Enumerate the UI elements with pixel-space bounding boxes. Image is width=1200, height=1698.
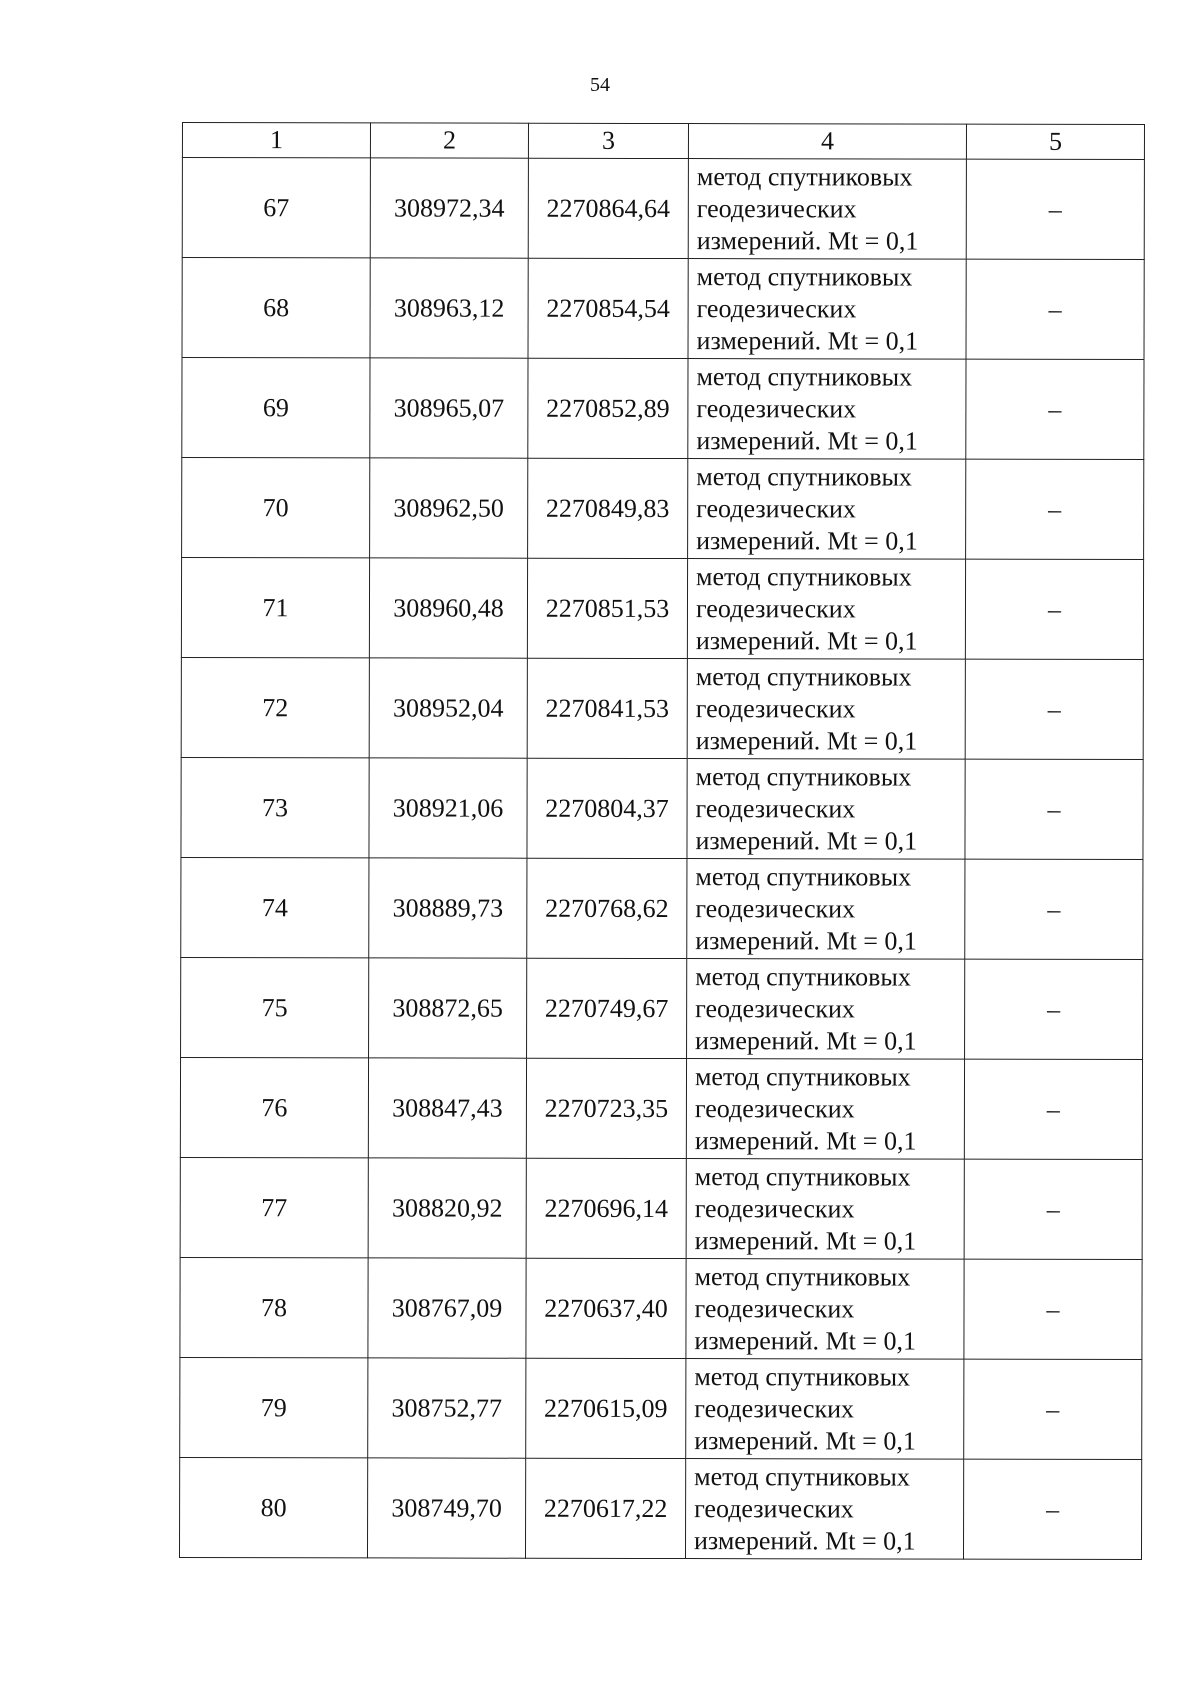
table-row: [182, 258, 1144, 360]
x-coordinate-cell: 308749,70: [367, 1458, 525, 1558]
method-line: метод спутниковых: [695, 961, 911, 992]
y-coordinate-cell: 2270768,62: [527, 858, 687, 958]
method-line: метод спутниковых: [696, 461, 912, 492]
method-cell: [687, 959, 965, 1060]
x-coordinate-cell: 308960,48: [369, 558, 527, 658]
method-line: измерений. Mt = 0,1: [696, 525, 918, 556]
method-line: метод спутниковых: [694, 1161, 911, 1192]
header-col-3: 3: [528, 123, 688, 158]
header-col-4: 4: [688, 124, 966, 160]
table-row: [182, 358, 1144, 460]
point-number-cell: 80: [179, 1457, 367, 1557]
method-line: измерений. Mt = 0,1: [695, 825, 918, 856]
table-header-row: [182, 123, 1144, 160]
method-line: метод спутниковых: [694, 1461, 910, 1492]
x-coordinate-cell: 308962,50: [370, 458, 528, 558]
method-cell: [685, 1459, 963, 1560]
x-coordinate-cell: 308820,92: [368, 1158, 526, 1258]
page-number: 54: [590, 74, 610, 96]
point-number-cell: 73: [181, 757, 369, 857]
table-row: [181, 757, 1143, 859]
table-row: [182, 158, 1144, 260]
method-line: измерений. Mt = 0,1: [696, 425, 918, 456]
note-cell: –: [966, 459, 1144, 559]
method-line: геодезических: [696, 193, 857, 223]
y-coordinate-cell: 2270852,89: [528, 358, 688, 458]
x-coordinate-cell: 308872,65: [369, 958, 527, 1058]
table-row: [179, 1457, 1141, 1559]
method-line: метод спутниковых: [694, 1261, 911, 1292]
point-number-cell: 77: [180, 1157, 368, 1257]
x-coordinate-cell: 308889,73: [369, 858, 527, 958]
y-coordinate-cell: 2270696,14: [526, 1158, 686, 1258]
y-coordinate-cell: 2270749,67: [527, 958, 687, 1058]
method-line: измерений. Mt = 0,1: [694, 1225, 917, 1256]
note-cell: –: [966, 159, 1144, 259]
point-number-cell: 68: [182, 258, 370, 358]
method-cell: [686, 1259, 964, 1360]
method-line: метод спутниковых: [695, 761, 912, 792]
coordinates-table: [179, 122, 1145, 1560]
point-number-cell: 76: [180, 1057, 368, 1157]
method-line: геодезических: [696, 293, 857, 323]
note-cell: –: [964, 1359, 1142, 1459]
note-cell: –: [965, 559, 1143, 659]
point-number-cell: 74: [181, 857, 369, 957]
y-coordinate-cell: 2270841,53: [527, 658, 687, 758]
method-cell: [687, 759, 965, 860]
note-cell: –: [964, 1259, 1142, 1359]
method-line: геодезических: [694, 1493, 854, 1523]
point-number-cell: 75: [181, 957, 369, 1057]
method-line: геодезических: [695, 893, 856, 923]
method-line: геодезических: [694, 1193, 855, 1223]
table-row: [181, 558, 1143, 660]
table-row: [181, 657, 1143, 759]
method-cell: [688, 159, 966, 260]
method-line: измерений. Mt = 0,1: [694, 1425, 916, 1456]
method-line: измерений. Mt = 0,1: [695, 1025, 917, 1056]
table-body: [179, 158, 1144, 1560]
method-line: измерений. Mt = 0,1: [695, 725, 918, 756]
method-line: геодезических: [695, 793, 856, 823]
y-coordinate-cell: 2270851,53: [527, 558, 687, 658]
y-coordinate-cell: 2270849,83: [528, 458, 688, 558]
y-coordinate-cell: 2270615,09: [526, 1358, 686, 1458]
method-line: геодезических: [695, 993, 855, 1023]
header-col-1: 1: [182, 123, 370, 158]
table-row: [180, 1057, 1142, 1159]
method-cell: [686, 1059, 964, 1160]
method-cell: [688, 359, 966, 460]
x-coordinate-cell: 308965,07: [370, 358, 528, 458]
method-line: измерений. Mt = 0,1: [694, 1325, 917, 1356]
note-cell: –: [965, 659, 1143, 759]
method-line: метод спутниковых: [696, 161, 913, 192]
note-cell: –: [964, 1159, 1142, 1259]
y-coordinate-cell: 2270864,64: [528, 158, 688, 258]
method-cell: [686, 1359, 964, 1460]
table-row: [182, 458, 1144, 560]
note-cell: –: [964, 1059, 1142, 1159]
method-line: измерений. Mt = 0,1: [696, 225, 919, 256]
table-row: [181, 957, 1143, 1059]
note-cell: –: [963, 1459, 1141, 1559]
header-col-5: 5: [966, 124, 1144, 159]
point-number-cell: 72: [181, 657, 369, 757]
method-line: измерений. Mt = 0,1: [694, 1525, 916, 1556]
x-coordinate-cell: 308921,06: [369, 758, 527, 858]
x-coordinate-cell: 308963,12: [370, 258, 528, 358]
method-line: метод спутниковых: [696, 561, 912, 592]
method-line: метод спутниковых: [695, 861, 912, 892]
table-row: [180, 1157, 1142, 1259]
note-cell: –: [965, 859, 1143, 959]
method-line: измерений. Mt = 0,1: [696, 325, 919, 356]
note-cell: –: [966, 259, 1144, 359]
note-cell: –: [966, 359, 1144, 459]
method-cell: [687, 559, 965, 660]
y-coordinate-cell: 2270854,54: [528, 258, 688, 358]
method-line: измерений. Mt = 0,1: [695, 625, 918, 656]
method-line: метод спутниковых: [696, 261, 913, 292]
note-cell: –: [965, 959, 1143, 1059]
x-coordinate-cell: 308767,09: [368, 1258, 526, 1358]
method-line: метод спутниковых: [694, 1361, 911, 1392]
method-line: геодезических: [694, 1393, 855, 1423]
point-number-cell: 79: [180, 1357, 368, 1457]
point-number-cell: 67: [182, 158, 370, 258]
method-line: геодезических: [695, 693, 856, 723]
method-line: измерений. Mt = 0,1: [695, 925, 917, 956]
method-line: геодезических: [696, 393, 857, 423]
method-line: геодезических: [696, 493, 856, 523]
y-coordinate-cell: 2270617,22: [525, 1458, 685, 1558]
method-cell: [688, 259, 966, 360]
method-line: геодезических: [695, 593, 856, 623]
x-coordinate-cell: 308972,34: [370, 158, 528, 258]
method-line: метод спутниковых: [696, 361, 913, 392]
method-cell: [687, 659, 965, 760]
y-coordinate-cell: 2270637,40: [526, 1258, 686, 1358]
point-number-cell: 69: [182, 358, 370, 458]
table-row: [180, 1357, 1142, 1459]
table-row: [181, 857, 1143, 959]
x-coordinate-cell: 308752,77: [368, 1358, 526, 1458]
method-cell: [687, 859, 965, 960]
x-coordinate-cell: 308847,43: [368, 1058, 526, 1158]
note-cell: –: [965, 759, 1143, 859]
method-line: геодезических: [694, 1093, 855, 1123]
table-row: [180, 1257, 1142, 1359]
method-line: измерений. Mt = 0,1: [694, 1125, 917, 1156]
y-coordinate-cell: 2270804,37: [527, 758, 687, 858]
point-number-cell: 71: [181, 558, 369, 658]
method-line: метод спутниковых: [694, 1061, 911, 1092]
method-line: метод спутниковых: [695, 661, 912, 692]
y-coordinate-cell: 2270723,35: [526, 1058, 686, 1158]
point-number-cell: 78: [180, 1257, 368, 1357]
method-cell: [688, 459, 966, 560]
method-line: геодезических: [694, 1293, 855, 1323]
x-coordinate-cell: 308952,04: [369, 658, 527, 758]
point-number-cell: 70: [182, 458, 370, 558]
header-col-2: 2: [370, 123, 528, 158]
method-cell: [686, 1159, 964, 1260]
